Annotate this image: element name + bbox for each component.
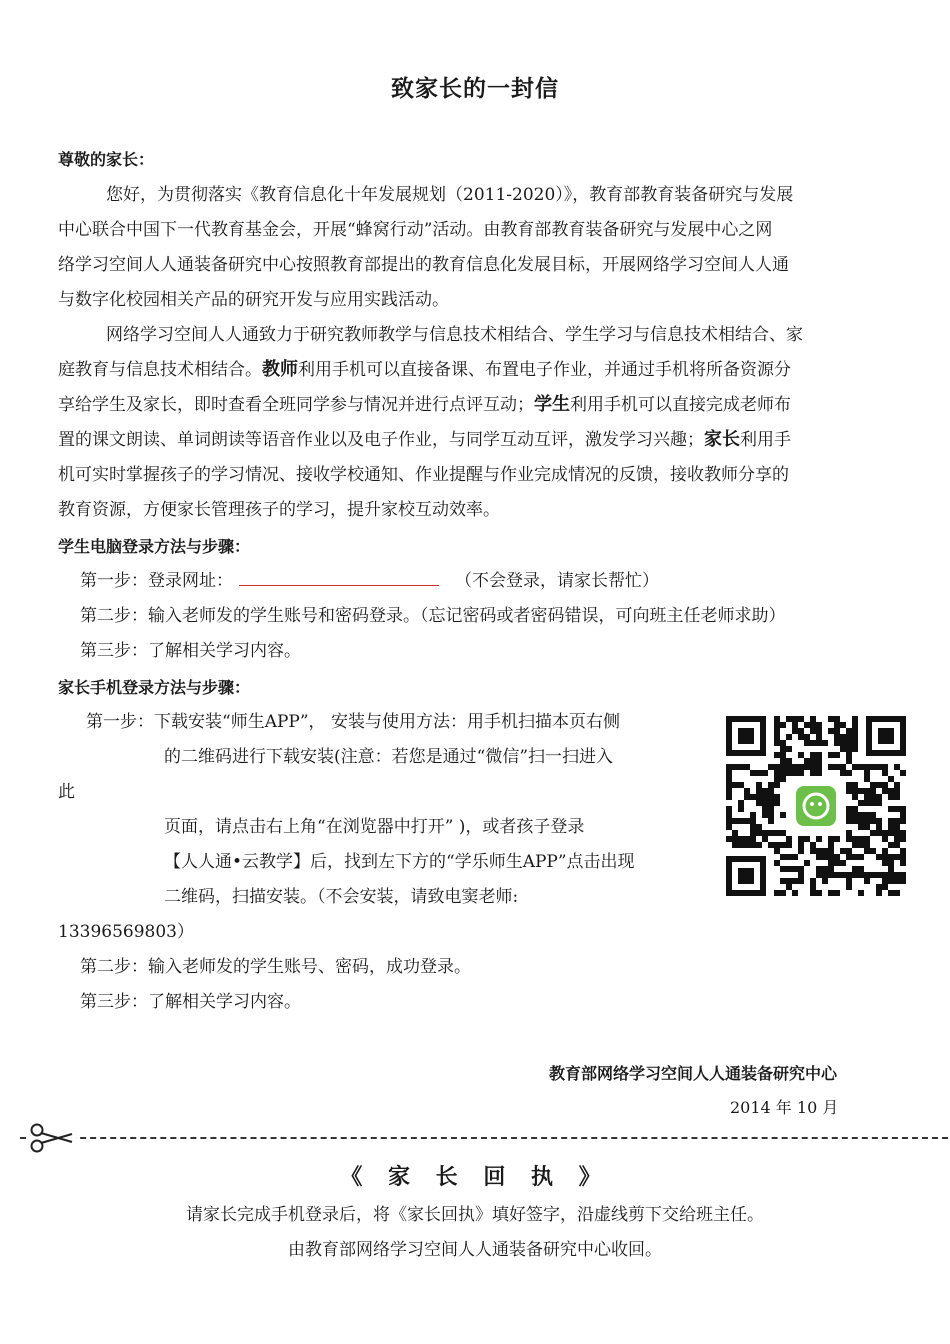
para2-line-3: 享给学生及家长，即时查看全班同学参与情况并进行点评互动；学生利用手机可以直接完成老师布 (58, 394, 791, 415)
mobile-step-1-line-3: 此 (58, 782, 75, 802)
pc-step-1: 第一步：登录网址： （不会登录，请家长帮忙） (80, 571, 659, 591)
mobile-step-1-line-1: 第一步：下载安装“师生APP”， 安装与使用方法：用手机扫描本页右侧 (86, 712, 620, 732)
intro-line-2: 中心联合中国下一代教育基金会，开展“蜂窝行动”活动。由教育部教育装备研究与发展中心之网 (58, 220, 773, 240)
receipt-collector: 由教育部网络学习空间人人通装备研究中心收回。 (288, 1240, 662, 1260)
intro-line-1: 您好，为贯彻落实《教育信息化十年发展规划（2011-2020）》，教育部教育装备研究与发展 (106, 185, 794, 205)
url-blank-field[interactable] (239, 570, 439, 586)
letter-title: 致家长的一封信 (391, 76, 559, 102)
teacher-emphasis: 教师 (262, 359, 298, 380)
receipt-instruction: 请家长完成手机登录后，将《家长回执》填好签字，沿虚线剪下交给班主任。 (186, 1205, 764, 1225)
mobile-step-2: 第二步：输入老师发的学生账号、密码，成功登录。 (80, 957, 471, 977)
pc-step-2: 第二步：输入老师发的学生账号和密码登录。（忘记密码或者密码错误，可向班主任老师求助） (80, 606, 786, 626)
para2-line-6: 教育资源，方便家长管理孩子的学习，提升家校互动效率。 (58, 500, 500, 520)
para2-line-1: 网络学习空间人人通致力于研究教师教学与信息技术相结合、学生学习与信息技术相结合、家 (106, 325, 803, 345)
mobile-step-3: 第三步：了解相关学习内容。 (80, 992, 301, 1012)
mobile-step-1-line-6: 二维码，扫描安装。（不会安装，请致电窦老师: (164, 887, 519, 907)
intro-line-3: 络学习空间人人通装备研究中心按照教育部提出的教育信息化发展目标，开展网络学习空间人人通 (58, 255, 789, 275)
cut-dashed-line (20, 1137, 948, 1139)
signature-org: 教育部网络学习空间人人通装备研究中心 (549, 1064, 838, 1083)
signature-date: 2014 年 10 月 (730, 1098, 839, 1117)
salutation: 尊敬的家长： (58, 150, 155, 169)
pc-step-3: 第三步：了解相关学习内容。 (80, 641, 301, 661)
parent-emphasis: 家长 (704, 429, 740, 450)
mobile-step-1-line-2: 的二维码进行下载安装(注意：若您是通过“微信”扫一扫进入 (164, 747, 614, 767)
para2-line-5: 机可实时掌握孩子的学习情况、接收学校通知、作业提醒与作业完成情况的反馈，接收教师分享的 (58, 465, 789, 485)
mobile-step-1-line-4: 页面，请点击右上角“在浏览器中打开” )，或者孩子登录 (164, 817, 585, 837)
mobile-step-1-line-5: 【人人通•云教学】后，找到左下方的“学乐师生APP”点击出现 (164, 852, 635, 872)
student-emphasis: 学生 (534, 394, 570, 415)
receipt-title: 《 家 长 回 执 》 (340, 1165, 610, 1190)
pc-login-heading: 学生电脑登录方法与步骤： (58, 537, 251, 556)
para2-line-4: 置的课文朗读、单词朗读等语音作业以及电子作业，与同学互动互评，激发学习兴趣；家长利用手 (58, 429, 791, 450)
scissors-icon (28, 1122, 76, 1154)
app-download-qr-code[interactable] (726, 716, 906, 896)
intro-line-4: 与数字化校园相关产品的研究开发与应用实践活动。 (58, 290, 449, 310)
mobile-login-heading: 家长手机登录方法与步骤： (58, 678, 251, 697)
app-logo-icon (796, 786, 836, 826)
para2-line-2: 庭教育与信息技术相结合。教师利用手机可以直接备课、布置电子作业，并通过手机将所备资源分 (58, 359, 791, 380)
mobile-step-1-line-7: 13396569803） (58, 922, 194, 942)
